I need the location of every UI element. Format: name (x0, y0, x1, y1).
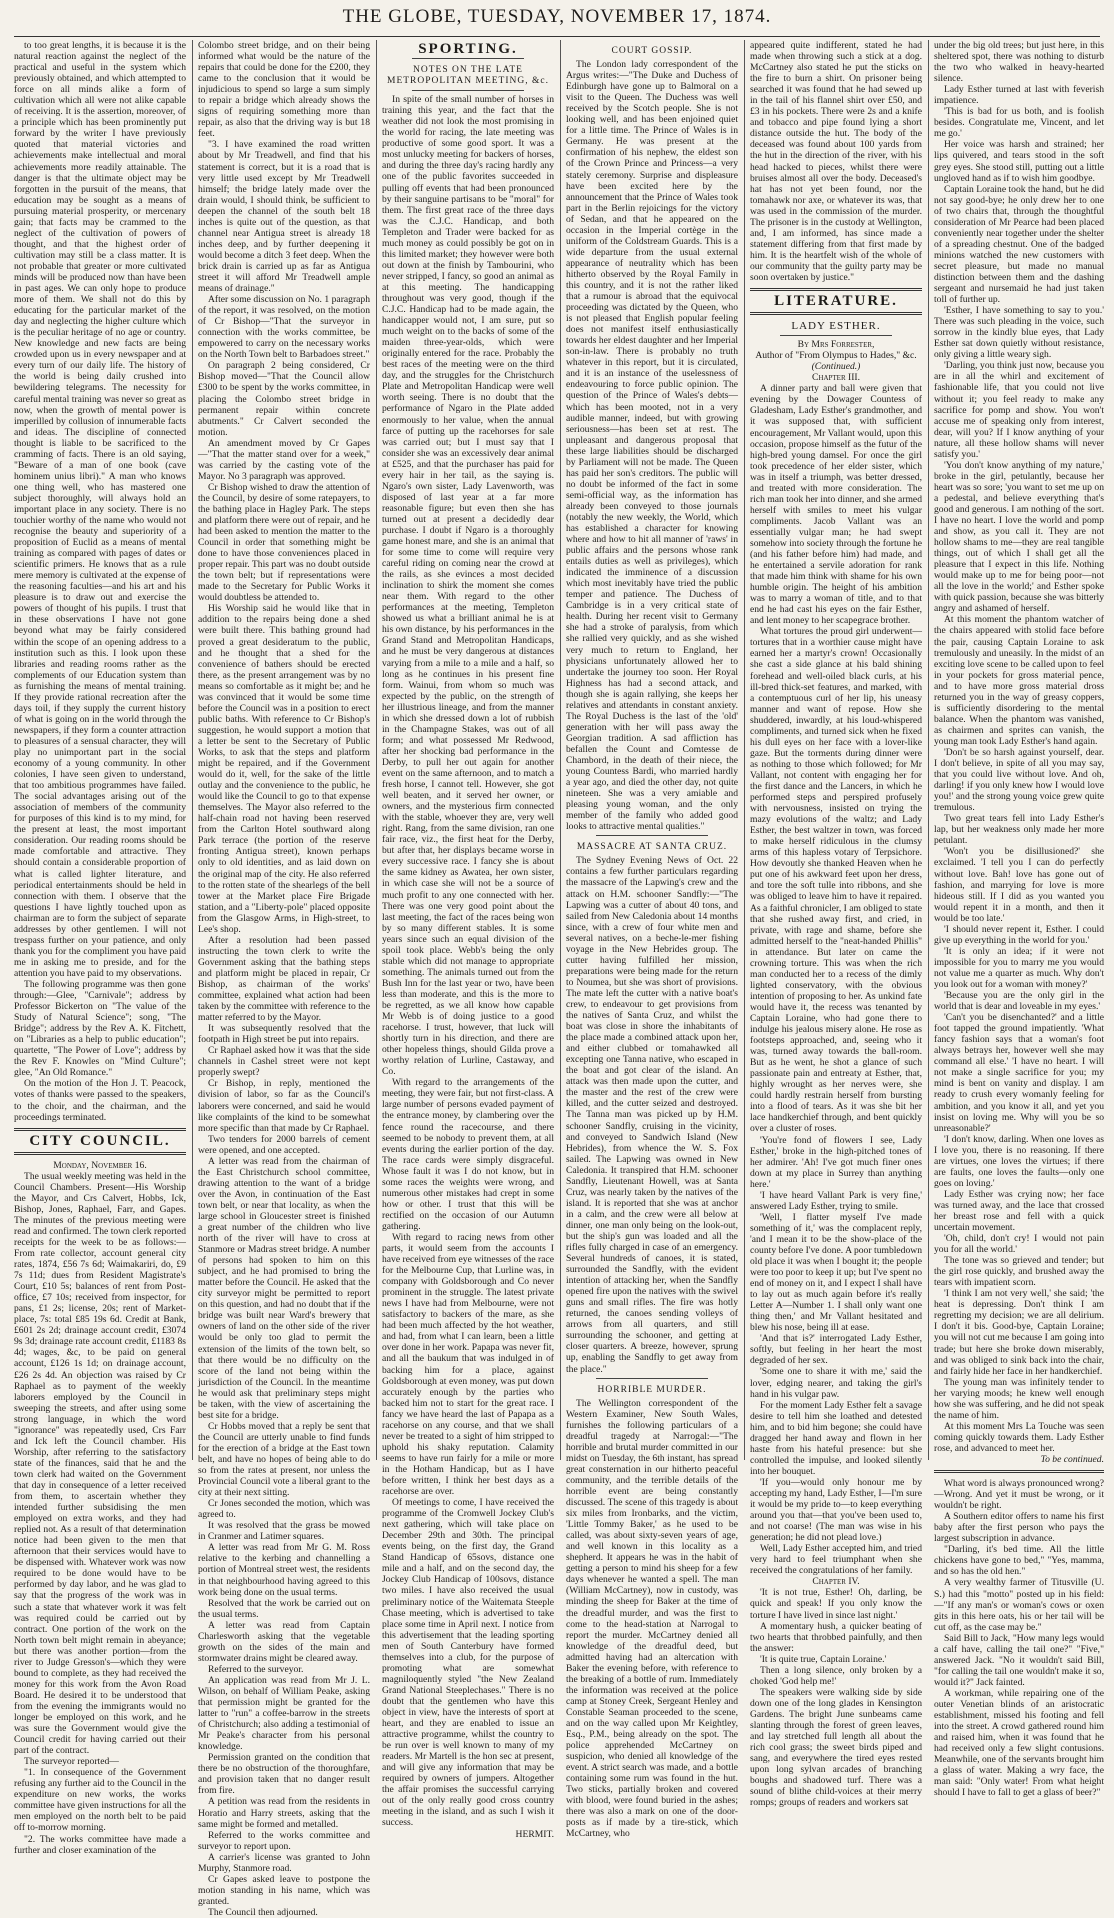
dateline: Monday, November 16. (53, 1159, 147, 1171)
chapter-heading: Chapter III. (811, 372, 860, 384)
section-rule (14, 1152, 186, 1155)
article-paragraph: After some discussion on No. 1 paragraph of the report, it was resolved, on the motion of Cr Bishop—"That the surveyor in connection with the works committee, be empowered to carry on the necessary works on the North Town belt to Barbadoes street." (198, 294, 370, 361)
article-paragraph: 'It is not true, Esther! Oh, darling, be quick and speak! If you only know the torture I have lived in since last night.' (750, 1587, 922, 1621)
article-paragraph: to too great lengths, it is because it is the natural reaction against the neglect of the practical and useful in the system which previously obtained, and which attempted to force on all minds alike a form of cultivation which all were not alike capable of receiving. It is the assertion, moreover, of a principle which has been prominently put forward by the writer I have previously quoted that material victories and achievements make intellectual and moral achievements more readily attainable. The danger is that the ultimate object may be forgotten in the pursuit of the means, that education may be sought as a means of pursuing material prosperity, or mercenary gain; that facts may be crammed to the neglect of the cultivation of powers of thought, and that the highest order of cultivation may still be a class matter. It is not probable that greater or more cultivated minds will be produced now than have been in past ages. We can only hope to produce more of them. We shall not do this by educating for the particular market of the day and neglecting the higher culture which is the peculiar heritage of no age or country. New knowledge and new facts are being crowded upon us in every newspaper and at every turn of our daily life. The history of the world is being daily crushed into bewildering telegrams. The necessity for careful mental training was never so great as now, when the growth of mental power is imperilled by collusion of innumerable facts and ideas. The discipline of connected thought is liable to be sacrificed to the cramming of facts. There is an old saying, "Beware of a man of one book (cave hominem unius libri)." A man who knows one thing well, who has mastered one subject thoroughly, will always hold an important place in any society. There is no touchier worthy of the name who would not recognise the beauty and superiority of a proposition of Euclid as a means of mental training as compared with pages of dates or scientific primers. He knows that as a rule mere memory is cultivated at the expense of the reasoning faculties—and his art and his pleasure is to draw out and exercise the powers of thought of his pupils. I trust that in these observations I have not gone beyond what may be fairly considered within the scope of an opening address to a institution such as this. I look upon these libraries and reading rooms rather as the complements of our Education system than as furnishing the means of mental training. If they provide rational recreation after the days toil, if they supply the current history of what is going on in the world through the newspapers, if they form a counter attraction to pleasures of a sensual character, they will play no unimportant part in the social economy of a young community. In other colonies, I have seen given to understand, that too ambitious programmes have failed. The social advantages arising out of the association of members of the community for purposes of this kind is to my mind, for the present at least, the most important consideration. Our reading rooms should be made comfortable and attractive. They should contain a considerable proportion of what is called lighter literature, and periodical entertainments should be held in connection with them. I observe that the questions I have lightly touched upon as chairman are to form the subject of separate addresses by other gentlemen. I will not trespass further on your patience, and only thank you for the compliment you have paid me in asking me to preside, and for the attention you have paid to my observations. (14, 40, 186, 979)
article-paragraph: It was resolved that the grass be mowed in Cranmer and Latimer squares. (198, 1520, 370, 1543)
column-5 (750, 40, 922, 1809)
column-2 (198, 40, 370, 1918)
article-paragraph: 'It is quite true, Captain Loraine.' (760, 1653, 887, 1665)
section-rule (412, 58, 524, 59)
article-paragraph: 'And that is?' interrogated Lady Esther, softly, but feeling in her heart the most degraded of her sex. (750, 1333, 922, 1367)
article-paragraph: Cr Jones seconded the motion, which was agreed to. (198, 1498, 370, 1521)
chapter-heading: Chapter IV. (812, 1576, 860, 1588)
column-divider (928, 40, 929, 1460)
article-paragraph: 'I have heard Vallant Park is very fine,' answered Lady Esther, trying to smile. (750, 1189, 922, 1212)
article-paragraph: 'Because you are the only girl in the world that is dear and loveable in my eyes.' (934, 990, 1104, 1013)
article-paragraph: Two great tears fell into Lady Esther's lap, but her weakness only made her more petulant. (934, 813, 1104, 847)
article-paragraph: Cr Bishop, in reply, mentioned the division of labor, so far as the Council's laborers were concerned, and said he would like complaints of the kind to be somewhat more specific than that made by Cr Raphael. (198, 1078, 370, 1134)
article-paragraph: It was subsequently resolved that the footpath in High street be put into repairs. (198, 1023, 370, 1046)
article-paragraph: In spite of the small number of horses in training this year, and the fact that the weather did not look the most promising in the world for racing, the late meeting was productive of some good sport. It was a most unlucky meeting for backers of horses, and during the three day's racing hardly any one of the public favorites succeeded in pulling off events that had been pronounced by their sanguine partisans to be "moral" for them. The first great race of the three days was the C.J.C. Handicap, and both Templeton and Trader were backed for as much money as could possibly be got on in this limited market; they however were both out down at the finish by Tambourini, who never stripped, I fancy, so good an animal as at this meeting. The handicapping throughout was very good, though if the C.J.C. Handicap had to be made again, the handicapper would not, I am sure, put so much weight on to the backs of some of the maiden three-year-olds, which were originally entered for the race. Probably the best races of the meeting were on the third day, and the struggles for the Christchurch Plate and Metropolitan Handicap were well worth seeing. There is no doubt that the performance of Ngaro in the Plate added enormously to her value, when the annual farce of putting up the racehorses for sale was carried out; but I must say that I consider she was an excessively dear animal at £525, and that the purchaser has paid for every hair in her tail, as the saying is. Ngaro's own sister, Lady Lavenworth, was disposed of last year at a far more reasonable figure; but even then she has turned out at present a decidedly dear purchase. I doubt if Ngaro is a thoroughly game honest mare, and she is an animal that for some time to come will require very careful riding on coming near the crowd at the rails, as she evinces a most decided inclination to shirk the moment she comes near them. With regard to the other performances at the meeting, Templeton showed us what a brilliant animal he is at his own distance, by his performances in the Grand Stand and Metropolitan Handicaps, and he must be very dangerous at distances varying from a mile to a mile and a half, so long as he continues in his present fine form. Wainui, from whom so much was expected by the public, on the strength of her illustrious lineage, and from the manner in which she dressed down a lot of rubbish in the Champagne Stakes, was out of all form; and what possessed Mr Redwood, after her shocking bad performance in the Derby, to pull her out again for another event on the same afternoon, and to match a fresh horse, I cannot tell. However, she got well beaten, and it served her owner, or owners, and the mysterious firm connected with the stable, whoever they are, very well right. Rang, from the same division, ran one fair race, viz., the first heat for the Derby, but after that, her displays became worse in every successive race. I fancy she is about the same kidney as Awatea, her own sister, in which case she will not be a source of much profit to any one connected with her. There was one very good point about the last meeting, the fact of the races being won by so many different stables. It is some years since such an equal division of the spoil took place. Webb's being the only stable which did not manage to appropriate something. The animals turned out from the Bush Inn for the last year or two, have been less than moderate, and this is the more to be regretted, as we all know how capable Mr Webb is of doing justice to a good racehorse. I trust, however, that luck will shortly turn in his direction, and there are other hopeless things, should Gilda prove a worthy relation of Lurline, Castaway, and Co. (382, 94, 554, 1078)
article-paragraph: A dinner party and ball were given that evening by the Dowager Countess of Gladesham, Lady Esther's grandmother, and it was supposed that, with sufficient encouragement, Mr Vallant would, upon this occasion, propose himself as the futur of the high-bred young damsel. For once the girl took precedence of her elder sister, which was in itself a triumph, was better dressed, and treated with more consideration. The rich man took her into dinner, and she armed herself with smiles to meet his vulgar compliments. Jacob Vallant was an essentially vulgar man; he had swept somehow into society through the fortune he (and his father before him) had made, and he entertained a servile adoration for rank that made him think with shame for his own humble origin. The height of his ambition was to marry a woman of title, and to that end he had cast his eyes on the fair Esther, and lent money to her scapegrace brother. (750, 383, 922, 627)
article-paragraph: Colombo street bridge, and on their being informed what would be the nature of the repairs that could be done for the £200, they came to the conclusion that it would be injudicious to spend so large a sum simply to repair a bridge which already shows the signs of requiring something more than repair, as also that the driving way is but 18 feet. (198, 40, 370, 140)
article-paragraph: An application was read from Mr J. L. Wilson, on behalf of William Peake, asking that permission might be granted for the latter to "run" a coffee-barrow in the streets of Christchurch; also adding a testimonial of Mr Peake's character from his personal knowledge. (198, 1674, 370, 1753)
article-paragraph: At this moment Mrs La Touche was seen coming quickly towards them. Lady Esther rose, and advanced to meet her. (934, 1420, 1104, 1454)
column-divider (376, 40, 377, 1460)
article-paragraph: 'You don't know anything of my nature,' broke in the girl, petulantly, because her heart was so sore; 'you want to set me up on a pedestal, and believe everything that's good and generous. I am nothing of the sort. I have no heart. I love the world and pomp and show, as you call it. They are not hollow shams to me—they are real tangible things, out of which I shall get all the pleasure that I expect in this life. Nothing would make up to me for being poor—not all the love in the world;' and Esther spoke with quick passion, because she was bitterly angry and ashamed of herself. (934, 459, 1104, 615)
anecdote-paragraph: A very wealthy farmer of Titusville (U. S.) had this "motto" posted up in his field:—"If any man's or woman's cows or oxen gits in this here oats, his or her tail will be cut off, as the case may be." (934, 1577, 1104, 1633)
section-heading-horrible-murder: HORRIBLE MURDER. (597, 1384, 707, 1395)
column-6 (934, 40, 1104, 1799)
article-paragraph: A letter was read from the chairman of the East Christchurch school committee, drawing attention to the want of a bridge over the Avon, in continuation of the East town belt, or near that locality, as when the large school in Gloucester street is finished a great number of the children who live north of the river will have to cross at Stanmore or Madras street bridge. A number of persons had spoken to him on this subject, and he had promised to bring the matter before the Council. He asked that the city surveyor might be permitted to report on this question, and had no doubt that if the bridge was built near Ward's brewery that owners of land on the other side of the river would be only too glad to permit the extension of the limits of the town belt, so that there would be no difficulty on the score of the land not being within the jurisdiction of the Council. In the meantime he would ask that preliminary steps might be taken, with the view of ascertaining the best site for a bridge. (198, 1155, 370, 1421)
article-paragraph: "3. I have examined the road written about by Mr Treadwell, and find that his statement is correct, but it is a road that is very little used except by Mr Treadwell himself; the bridge lately made over the drain would, I should think, be sufficient to deepen the channel of the south belt 18 inches is quite out of the question, as that channel near Antigua street is already 18 inches deep, and by further deepening it would become a ditch 3 feet deep. When the brick drain is carried up as far as Antigua street it will afford Mr Treadwell ample means of drainage." (198, 139, 370, 295)
continued-label: (Continued.) (811, 361, 861, 373)
article-paragraph: After a resolution had been passed instructing the town clerk to write the Government asking that the bathing steps and platform might be placed in repair, Cr Bishop, as chairman of the works' committee, explained what action had been taken by the committee with reference to the matter referred to by the Mayor. (198, 934, 370, 1024)
newspaper-columns (14, 40, 1104, 1918)
column-divider (744, 40, 745, 1460)
article-paragraph: appeared quite indifferent, stated he had made when throwing such a stick at a dog. McCartney also stated he put the sticks on the fire to burn a shirt. On prisoner being searched it was found that he had sewed up in the tail of his flannel shirt over £50, and £3 in his pockets. There were 2s and a knife and tobacco and pipe found lying a short distance outside the hut. The body of the deceased was found about 100 yards from the hut in the direction of the river, with his head hacked to pieces, whilst there were bruises almost all over the body. Deceased's hat has not yet been found, nor the tomahawk nor axe, or whatever its was, that was used in the commission of the murder. The prisoner is in the custody at Wellington, and, I am informed, has since made a statement differing from that first made by him. It is the heartfelt wish of the whole of our community that the guilty party may be soon overtaken by justice." (750, 40, 922, 283)
section-rule (412, 90, 524, 91)
article-paragraph: Cr Hobbs moved that a reply be sent that the Council are utterly unable to find funds for the erection of a bridge at the East town belt, and have no hopes of being able to do so from the rates at present, nor unless the Provincial Council vote a liberal grant to the city at their next sitting. (198, 1420, 370, 1499)
article-paragraph: 'Esther, I have something to say to you.' There was such pleading in the voice, such sorrow in the kindly blue eyes, that Lady Esther sat down quietly without resistance, only giving a little weary sigh. (934, 305, 1104, 361)
section-rule (750, 288, 922, 291)
story-byline: By Mrs Forrester, (797, 339, 875, 351)
article-paragraph: The Sydney Evening News of Oct. 22 contains a few further particulars regarding the massacre of the Lapwing's crew and the attack on H.M. schooner Sandfly:—"The Lapwing was a cutter of about 40 tons, and sailed from New Caledonia about 14 months since, with a crew of four white men and several natives, on a beche-le-mer fishing voyage in the New Hebrides group. The cutter having fulfilled her mission, preparations were being made for the return to Noumea, but she was short of provisions. The mate left the cutter with a native boat's crew, to endeavour to get provisions from the natives of Santa Cruz, and whilst the boat was close in shore the inhabitants of the place made a combined attack upon her, and either clubbed or tomahawked all excepting one Tanna native, who escaped in the boat and got clear of the island. An attack was then made upon the cutter, and the master and the rest of the crew were killed, and the cutter seized and destroyed. The Tanna man was picked up by H.M. schooner Sandfly, cruising in the vicinity, and conveyed to Sandwich Island (New Hebrides), from whence the W. S. Fox sailed. The Lapwing was owned in New Caledonia. It transpired that H.M. schooner Sandfly, Lieutenant Howell, was at Santa Cruz, was nearly taken by the natives of the island. It is reported that she was at anchor in a calm, and the crew were all below at dinner, one man only being on the look-out, but the ship's gun was loaded and all the rifles fully charged in case of an emergency. Several hundreds of canoes, it is stated, surrounded the Sandfly, with the evident intention of attacking her, when the Sandfly opened fire upon the natives with the swivel guns and small rifles. The fire was hotly returned, the canoes sending volleys of arrows from all quarters, and still surrounding the schooner, and getting at closer quarters. A breeze, however, sprung up, enabling the Sandfly to get away from the place." (566, 855, 738, 1375)
newspaper-masthead: THE GLOBE, TUESDAY, NOVEMBER 17, 1874. (342, 6, 772, 27)
article-paragraph: Cr Bishop wished to draw the attention of the Council, by desire of some ratepayers, to the bathing place in Hagley Park. The steps and platform there were out of repair, and he had been asked to mention the matter to the Council in order that something might be done to have those conveniences placed in proper repair. This part was no doubt outside the town belt; but if representations were made to the Secretary for Public Works it would doubtless be attended to. (198, 481, 370, 604)
article-paragraph: Then a long silence, only broken by a choked 'God help me!' (750, 1664, 922, 1687)
column-divider (560, 40, 561, 1460)
article-paragraph: 'You're fond of flowers I see, Lady Esther,' broke in the high-pitched tones of her admirer. 'Ah! I've got much finer ones down at my place in Surrey than anything here.' (750, 1134, 922, 1190)
article-paragraph: Resolved that the work be carried out on the usual terms. (198, 1597, 370, 1620)
article-paragraph: A momentary hush, a quicker beating of two hearts that throbbed painfully, and then the answer: (750, 1620, 922, 1654)
article-paragraph: Cr Gapes asked leave to postpone the motion standing in his name, which was granted. (198, 1873, 370, 1907)
article-paragraph: Two tenders for 2000 barrels of cement were opened, and one accepted. (198, 1133, 370, 1156)
article-paragraph: 'Won't you be disillusioned?' she exclaimed. 'I tell you I can do perfectly without love. Bah! love has gone out of fashion, and marrying for love is more hideous still. If I did as you wanted you would repent it in a month, and then it would be too late.' (934, 846, 1104, 924)
article-paragraph: Permission granted on the condition that there be no obstruction of the thoroughfare, and provision taken that no danger result from fire. (198, 1752, 370, 1797)
article-paragraph: 'If you—would only honour me by accepting my hand, Lady Esther, I—I'm sure it would be my pride to—to keep everything around you that—that you've been used to, and not coarse! (The man was wise in his generation; he did not plead love.) (750, 1476, 922, 1544)
section-heading-sporting: SPORTING. (418, 41, 518, 57)
article-paragraph: 'I don't know, darling. When one loves as I love you, there is no reasoning. If there are virtues, one loves the virtues; if there are faults, one loves the faults—only one goes on loving.' (934, 1133, 1104, 1189)
article-paragraph: The speakers were walking side by side down one of the long glades in Kensington Gardens. The bright June sunbeams came slanting through the forest of green leaves, and lay stretched full length all about the rich cool grass; the sweet birds piped and sang, and everywhere the tired eyes rested upon long sylvan arcades of branching boughs and shadowed turf. There was a sound of blithe child-voices at their merry romps; groups of readers and workers sat (750, 1686, 922, 1809)
article-paragraph: An amendment moved by Cr Gapes—"That the matter stand over for a week," was carried by the casting vote of the Mayor. No 3 paragraph was approved. (198, 437, 370, 482)
column-4 (566, 40, 738, 1840)
article-paragraph: The Wellington correspondent of the Western Examiner, New South Wales, furnishes the following particulars of a dreadful tragedy at Narrogal:—"The horrible and brutal murder committed in our midst on Tuesday, the 6th instant, has spread great consternation in our hitherto peaceful community, and the terrible details of the horrible event are being constantly discussed. The scene of this tragedy is about six miles from Ironbarks, and the victim, 'Little Tommy Baker,' as he used to be called, was about sixty-seven years of age, and well known in this locality as a shepherd. It appears he was in the habit of getting a person to mind his sheep for a few days whenever he wanted a spell. The man (William McCartney), now in custody, was minding the sheep for Baker at the time of the dreadful murder, and was the first to come to the head-station at Narrogal to report the murder. McCartney denied all knowledge of the dreadful deed, but admitted having had an altercation with Baker the evening before, with reference to the breaking of a bottle of rum. Immediately the information was received at the police camp at Stoney Creek, Sergeant Henley and Constable Seaman proceeded to the scene, and on the way called upon Mr Keightley, Esq., P.M., being already on the spot. The police apprehended McCartney on suspicion, who denied all knowledge of the event. A strict search was made, and a bottle containing some rum was found in the hut. Two sticks, partially broken and covered with blood, were found buried in the ashes; there was also a mark on one of the door-posts as if made by a tire-stick, which McCartney, who (566, 1397, 738, 1840)
article-paragraph: On the motion of the Hon J. T. Peacock, votes of thanks were passed to the speakers, to the choir, and the chairman, and the proceedings terminated. (14, 1078, 186, 1123)
section-heading-literature: LITERATURE. (774, 293, 898, 310)
article-paragraph: A petition was read from the residents in Horatio and Harry streets, asking that the same might be formed and metalled. (198, 1796, 370, 1830)
article-paragraph: Cr Raphael asked how it was that the side channels in Cashel street were not kept properly swept? (198, 1045, 370, 1079)
article-paragraph: Of meetings to come, I have received the programme of the Cromwell Jockey Club's next gathering, which will take place on December 29th and 30th. The principal events being, on the first day, the Grand Stand Handicap of 65sovs, distance one mile and a half, and on the second day, the Jockey Club Handicap of 100sovs, distance two miles. I have also received the usual preliminary notice of the Waitemata Steeple Chase meeting, which is advertised to take place some time in April next. I notice from this advertisement that the leading sporting men of South Canterbury have formed themselves into a club, for the purpose of promoting what are somewhat magniloquently styled "the New Zealand Grand National Steeplechases." There is no doubt that the gentlemen who have this object in view, have the interests of sport at heart, and they are enabled to issue an attractive programme, whilst the country to be run over is well known to many of my readers. Mr Martell is the hon sec at present, and will give any information that may be required by owners of jumpers. Altogether the affair promises the successful carrying out of the only really good cross country meeting in the island, and as such I wish it success. (382, 1497, 554, 1829)
article-paragraph: The tone was so grieved and tender; but the girl rose quickly, and brushed away the tears with impatient scorn. (934, 1255, 1104, 1289)
article-paragraph: A letter was read from Mr G. M. Ross relative to the kerbing and channelling a portion of Montreal street west, the residents in that neighbourhood having agreed to this work being done on the usual terms. (198, 1542, 370, 1598)
anecdote-paragraph: "Darling, it's bed time. All the little chickens have gone to bed," "Yes, mamma, and so has the old hen." (934, 1544, 1104, 1578)
anecdote-paragraph: A workman, while repairing one of the outer Venetian blinds of an aristocratic establishment, missed his footing and fell into the street. A crowd gathered round him and raised him, when it was found that he had received only a few slight contusions. Meanwhile, one of the servants brought him a glass of water. Making a wry face, the man said: "Only water! From what height should I have to fall to get a glass of beer?" (934, 1687, 1104, 1799)
section-rule (14, 1128, 186, 1131)
section-rule (780, 335, 892, 336)
article-paragraph: The young man was infinitely tender to her varying moods; he knew well enough how she was suffering, and he did not speak the name of him. (934, 1376, 1104, 1421)
column-3 (382, 40, 554, 1840)
article-paragraph: His Worship said he would like that in addition to the repairs being done a shed were built there. This bathing ground had proved a great desideratum to the public, and he thought that a shed for the convenience of bathers should be erected there, as the present arrangement was by no means so comfortable as it might be; and he was convinced that it would be some time before the Council was in a position to erect public baths. With reference to Cr Bishop's suggestion, he would support a motion that a letter be sent to the Secretary of Public Works, to ask that the steps and platform might be repaired, and if the Government would do it, well, for the sake of the little outlay and the convenience to the public, he would like the Council to go to that expense themselves. The Mayor also referred to the half-chain road not having been reserved from the Carlton Hotel southward along Park terrace (the portion of the reserve fronting Antigua street), known perhaps only to old identities, and as laid down on the original map of the city. He also referred to the rotten state of the shearlegs of the bell tower at the Market place Fire Brigade station, and a "Liberty-pole" placed opposite from the Glasgow Arms, in High-street, to Lee's shop. (198, 603, 370, 935)
article-paragraph: The Council then adjourned. (208, 1906, 318, 1918)
article-paragraph: 'Can't you be disenchanted?' and a little foot tapped the ground impatiently. 'What fancy fashion says that a woman's foot always betrays her, however well she may command all else.' 'I have no heart. I will not make a single sacrifice for you; my mind is bent on vanity and display. I am ready to crush every womanly feeling for ambition, and you know it all, and yet you insist on loving me. Why will you be so unreasonable?' (934, 1012, 1104, 1134)
story-title: LADY ESTHER. (791, 320, 881, 333)
section-rule (750, 312, 922, 315)
article-paragraph: At this moment the phantom watcher of the chairs appeared with stolid face before the pair, causing Captain Loraine to ask tremulously and uneasily. In the midst of an exciting love scene to be called upon to feel in your pockets for gross material pence, and to have more gross material dross returned you in the way of greasy coppers, is sufficiently disordering to the mental balance. When the phantom was vanished, as chairmen and sprites can vanish, the young man took Lady Esther's hand again. (934, 614, 1104, 747)
article-paragraph: Lady Esther turned at last with feverish impatience. (934, 84, 1104, 107)
article-paragraph: 'Don't be so harsh against yourself, dear. I don't believe, in spite of all you may say, that you could live without love. And oh, darling! if you only knew how I would love you!' and the strong young voice grew quite tremulous. (934, 747, 1104, 814)
article-paragraph: "2. The works committee have made a further and closer examination of the (14, 1833, 186, 1856)
article-paragraph: 'I think I am not very well,' she said; 'the heat is depressing. Don't think I am regretting my decision; we are all delirium. I don't it bis. Good-bye, Captain Loraine; you will not cut me because I am going into trade; but here she broke down miserably, and was obliged to sink back into the chair, and fairly hide her face in her handkerchief. (934, 1288, 1104, 1377)
masthead-rule (14, 36, 1100, 37)
article-paragraph: What tortures the proud girl underwent—tortures that in a worthier cause might have earned her a martyr's crown! Occasionally she cast a side glance at his bald shining forehead and well-oiled black curls, at his ill-bred thick-set features, and marked, with a contemptuous curl of her lip, his uneasy manner and want of repose. How she shuddered, inwardly, at his loud-whispered compliments, and turned sick when he fixed his dull eyes on her face with a lover-like gaze. But the torments during dinner were as nothing to those which followed; for Mr Vallant, not content with engaging her for the first dance and the Lancers, in which he performed steps and perspired profusely with nervousness, insisted on trying the mazy evolutions of the waltz; and Lady Esther, the best waltzer in town, was forced to make herself ridiculous in the clumsy arms of this hapless votary of Terpsichore. How devoutly she thanked Heaven when he put one of his awkward feet upon her dress, and tore the soft tulle into ribbons, and she was obliged to leave him to have it repaired. As a faithful chronicler, I am obliged to state that she rushed away first, and cried, in private, with rage and shame, before she admitted herself to the "neat-handed Phillis" in attendance. But later on came the crowning torture. This was when the rich man conducted her to a recess of the dimly lighted conservatory, with the obvious intention of proposing to her. As unkind fate would have it, the recess was tenanted by Captain Loraine, who had gone there to indulge his jealous misery alone. He rose as footsteps approached, and, seeing who it was, turned away towards the ball-room. But as he went, he shot a glance of such passionate pain and entreaty at Esther, that, highly wrought as her nerves were, she could hardly restrain herself from bursting into a flood of tears. As it was she bit her lace handkerchief through, and bent quickly over a cluster of roses. (750, 626, 922, 1135)
anecdote-paragraph: What word is always pronounced wrong? —Wrong. And yet it must be wrong, or it wouldn't be right. (934, 1478, 1104, 1512)
sporting-subheading: NOTES ON THE LATE METROPOLITAN MEETING, &c. (387, 65, 549, 87)
article-paragraph: "1. In consequence of the Government refusing any further aid to the Council in the expenditure on new works, the works committee have given instructions for all the men employed on the north belt to be paid off to-morrow morning. (14, 1767, 186, 1834)
anecdote-paragraph: A Southern editor offers to name his first baby after the first person who pays the largest subscription in advance. (934, 1511, 1104, 1545)
article-paragraph: With regard to racing news from other parts, it would seem from the accounts I have received from eye witnesses of the race for the Melbourne Cup, that Lurline was, in company with Goldsborough and Co never prominent in the struggle. The latest private news I have had from Melbourne, were not satisfactory to backers of the mare, as she had been much affected by the hot weather, and had, from what I can learn, been a little over done in her work. Papapa was never fit, and all the baukum that was indulged in of backing him for a place, against Goldsborough at even money, was put down accurately enough by the parties who backed him not to start for the great race. I fancy we have heard the last of Papapa as a racehorse on any course, and that we shall never be treated to a sight of him stripped to uphold his shaky reputation. Calamity seems to have run fairly for a mile or more in the Hotham Handicap, but as I have before written, I think her best days as a racehorse are over. (382, 1231, 554, 1498)
article-paragraph: With regard to the arrangements of the meeting, they were fair, but not first-class. A large number of persons evaded payment of the entrance money, by clambering over the fence round the racecourse, and there seemed to be nobody to prevent them, at all events during the earlier portion of the day. The race cards were simply disgraceful. Whose fault it was I do not know, but in some races the weights were wrong, and numerous other mistakes had crept in some how or other. I trust that this will be rectified on the occasion of our Autumn gathering. (382, 1077, 554, 1232)
article-paragraph: 'This is bad for us both, and is foolish besides. Congratulate me, Vincent, and let me go.' (934, 106, 1104, 140)
article-paragraph: Lady Esther was crying now; her face was turned away, and the lace that crossed her breast rose and fell with a quick uncertain movement. (934, 1188, 1104, 1234)
article-paragraph: 'Darling, you think just now, because you are in all the whirl and excitement of fashionable life, that you could not live without it; you feel ready to make any sacrifice for pomp and show. You won't accuse me of speaking only from interest, dear, will you? If I know anything of your nature, all these hollow shams will never satisfy you.' (934, 360, 1104, 460)
to-be-continued-label: To be continued. (1040, 1454, 1104, 1465)
story-byline-author: Author of "From Olympus to Hades," &c. (755, 350, 917, 362)
article-paragraph: 'Well, I flatter myself I've made something of it,' was the complacent reply, 'and I mean it to be the show-place of the county before I've done. A poor tumbledown old place it was when I bought it; the people were too poor to keep it up; but I've spent no end of money on it, and I expect I shall have to lay out as much again before it's really Letter A—Number 1. I shall only want one thing then,' and Mr Vallant hesitated and blew his nose, being ill at ease. (750, 1211, 922, 1334)
article-paragraph: The usual weekly meeting was held in the Council Chambers. Present—His Worship the Mayor, and Crs Calvert, Hobbs, Ick, Bishop, Jones, Raphael, Farr, and Gapes. The minutes of the previous meeting were read and confirmed. The town clerk reported receipts for the week to be as follows:—From rate collector, account general city rates, 1874, £56 7s 6d; Waimakariri, do, £9 7s 11d; dues from Resident Magistrate's Court, £10 5s; balances of rent from Post-office, £7 10s; received from inspector, for pans, £1 2s; license, 20s; rent of Market-place, 7s: total £85 19s 6d. Credit at Bank, £601 2s 2d; drainage account credit, £3074 9s 3d; drainage rate account credit, £1183 8s 4d; wages, &c, to be paid on general account, £126 1s 1d; on drainage account, £26 2s 4d. An objection was raised by Cr Raphael as to payment of the weekly laborers employed by the Council in sweeping the streets, and after using some strong language, in which the word "ignorance" was repeatedly used, Crs Farr and Ick left the Council chamber. His Worship, after referring to the satisfactory state of the finances, said that he and the town clerk had waited on the Government that day in consequence of a letter received from them, to ascertain whether they intended further subsidising the men employed on extra works, and they had replied not. As a result of that determination notice had been given to the men that afternoon that their services would have to be dispensed with. Whatever work was now required to be done would have to be performed by day labor, and he was glad to say that the progress of the work was in such a state that whatever work it was felt was required could be carried out by contract. One portion of the work on the North town belt might remain in abeyance; but there was another portion—from the river to Judge Gresson's—which they were bound to complete, as they had received the money for this work from the Avon Road Board. He desired it to be understood that from the evening the immigrants would no longer be employed on this work, and he was sure the Government would give the Council credit for having carried out their part of the contract. (14, 1170, 186, 1757)
article-paragraph: 'It is only an idea; if it were not impossible for you to marry me you would not value me a quarter as much. Why don't you look out for a woman with money?' (934, 945, 1104, 990)
section-heading-massacre: MASSACRE AT SANTA CRUZ. (576, 842, 728, 853)
article-paragraph: 'Oh, child, don't cry! I would not pain you for all the world.' (934, 1233, 1104, 1256)
column-divider (192, 40, 193, 1460)
article-paragraph: Referred to the surveyor. (208, 1663, 304, 1675)
section-rule (596, 1378, 708, 1379)
article-paragraph: 'Some one to share it with me,' said the lover, edging nearer, and taking the girl's hand in his vulgar paw. (750, 1366, 922, 1400)
article-paragraph: Captain Loraine took the hand, but he did not say good-bye; he only drew her to one of two chairs that, through the thoughtful consideration of Mr Pearce had been placed conveniently near together under the shelter of a spreading chestnut. One of the badged minions watched the new customers with secret pleasure, but made no manual distinction between them and the dashing sergeant and nursemaid he had just taken toll of further up. (934, 183, 1104, 306)
article-paragraph: under the big old trees; but just here, in this sheltered spot, there was nothing to disturb the two who walked in heavy-hearted silence. (934, 40, 1104, 85)
article-paragraph: Her voice was harsh and strained; her lips quivered, and tears stood in the soft grey eyes. She stood still, putting out a little ungloved hand as if to wish him goodbye. (934, 139, 1104, 184)
article-paragraph: The London lady correspondent of the Argus writes:—"The Duke and Duchess of Edinburgh have gone up to Balmoral on a visit to the Queen. The Duchess was well received by the Scotch people. She is not looking well, and has been enjoined quiet for a little time. The Prince of Wales is in Germany. He was present at the confirmation of his nephew, the eldest son of the Crown Prince and Princess—a very stately ceremony. Surprise and displeasure have been excited here by the announcement that the Prince of Wales took part in the Berlin rejoicings for the victory of Sedan, and that he appeared on the occasion in the Imperial cortège in the uniform of the Coldstream Guards. This is a wide departure from the usual external appearance of neutrality which has been hitherto observed by the Royal Family in this country, and it is not the rather liked that a rumour is abroad that the equivocal proceeding was dictated by the Queen, who is not pleased that English popular feeling does not manifest itself enthusiastically towards her eldest daughter and her Imperial son-in-law. There is probably no truth whatever in this report, but it is circulated, and it is an instance of the uselessness of endeavouring to force public opinion. The question of the Prince of Wales's debts—which has been mooted, not in a very audible manner, indeed, but with growing seriousness—has been set at rest. The unpleasant and dangerous proposal that these large liabilities should be discharged by Parliament will not be made. The Queen has paid her son's creditors. The public will no doubt be informed of the fact in some semi-official way, as the information has already been conveyed to those journals (notably the new weekly, the World, which has established a character for knowing where and how to hit all manner of 'raws' in public affairs and the persons whose rank entails duties as well as privileges), which indicated the imminence of a discussion which most inevitably have tried the public temper and patience. The Duchess of Cambridge is in a very critical state of health. During her recent visit to Germany she had a stroke of paralysis, from which she rallied very quickly, and as she wished very much to return to England, her physicians unfortunately allowed her to undertake the journey too soon. Her Royal Highness has had a second attack, and though she is again rallying, she keeps her relatives and attendants in constant anxiety. The Royal Duchess is the last of the 'old' generation with her will pass away the Georgian tradition. A sad affliction has befallen the Count and Comtesse de Chambord, in the death of their niece, the young Countess Bardi, who married hardly a year ago, and died the other day, not quite nineteen. She was a very amiable and pleasing young woman, and the only member of the family who added good looks to attractive mental qualities." (566, 59, 738, 833)
anecdote-paragraph: Said Bill to Jack, "How many legs would a calf have, calling the tail one?" "Five," answered Jack. "No it wouldn't said Bill, "for calling the tail one wouldn't make it so, would it?" Jack fainted. (934, 1632, 1104, 1688)
article-paragraph: A carrier's license was granted to John Murphy, Stanmore road. (198, 1851, 370, 1874)
section-heading-court-gossip: COURT GOSSIP. (611, 46, 693, 56)
section-rule (596, 835, 708, 836)
article-paragraph: A letter was read from Captain Charlesworth asking that the vegetable growth on the sides of the main and stormwater drains might be cleared away. (198, 1619, 370, 1664)
article-paragraph: The following programme was then gone through:—Glee, "Carnivale"; address by Professor Bickerton on "The value of the Study of Natural Science"; song, "The Bridge"; address by the Rev A. K. Fitchett, on "Libraries as a help to public education"; quartette, "The Power of Love"; address by the Rev F. Knowles on "Mind Culture"; glee, "An Old Romance." (14, 978, 186, 1079)
column-1 (14, 40, 186, 1856)
article-paragraph: The surveyor reported— (24, 1756, 119, 1768)
article-paragraph: Referred to the works committee and surveyor to report upon. (198, 1829, 370, 1852)
article-paragraph: For the moment Lady Esther felt a savage desire to tell him she loathed and detested him, and to bid him begone; she could have dragged her hand away and flown in her haste from his hateful presence: but she controlled the impulse, and looked silently into her bouquet. (750, 1399, 922, 1477)
section-heading-city-council: CITY COUNCIL. (29, 1132, 171, 1149)
article-paragraph: 'I should never repent it, Esther. I could give up everything in the world for you.' (934, 923, 1104, 946)
section-rule (934, 1470, 1104, 1473)
article-paragraph: Well, Lady Esther accepted him, and tried very hard to feel triumphant when she received the congratulations of her family. (750, 1543, 922, 1577)
article-paragraph: On paragraph 2 being considered, Cr Bishop moved—"That the Council allow £300 to be spent by the works committee, in placing the Colombo street bridge in permanent repair within concrete abutments." Cr Calvert seconded the motion. (198, 360, 370, 438)
author-signature: HERMIT. (515, 1828, 554, 1840)
